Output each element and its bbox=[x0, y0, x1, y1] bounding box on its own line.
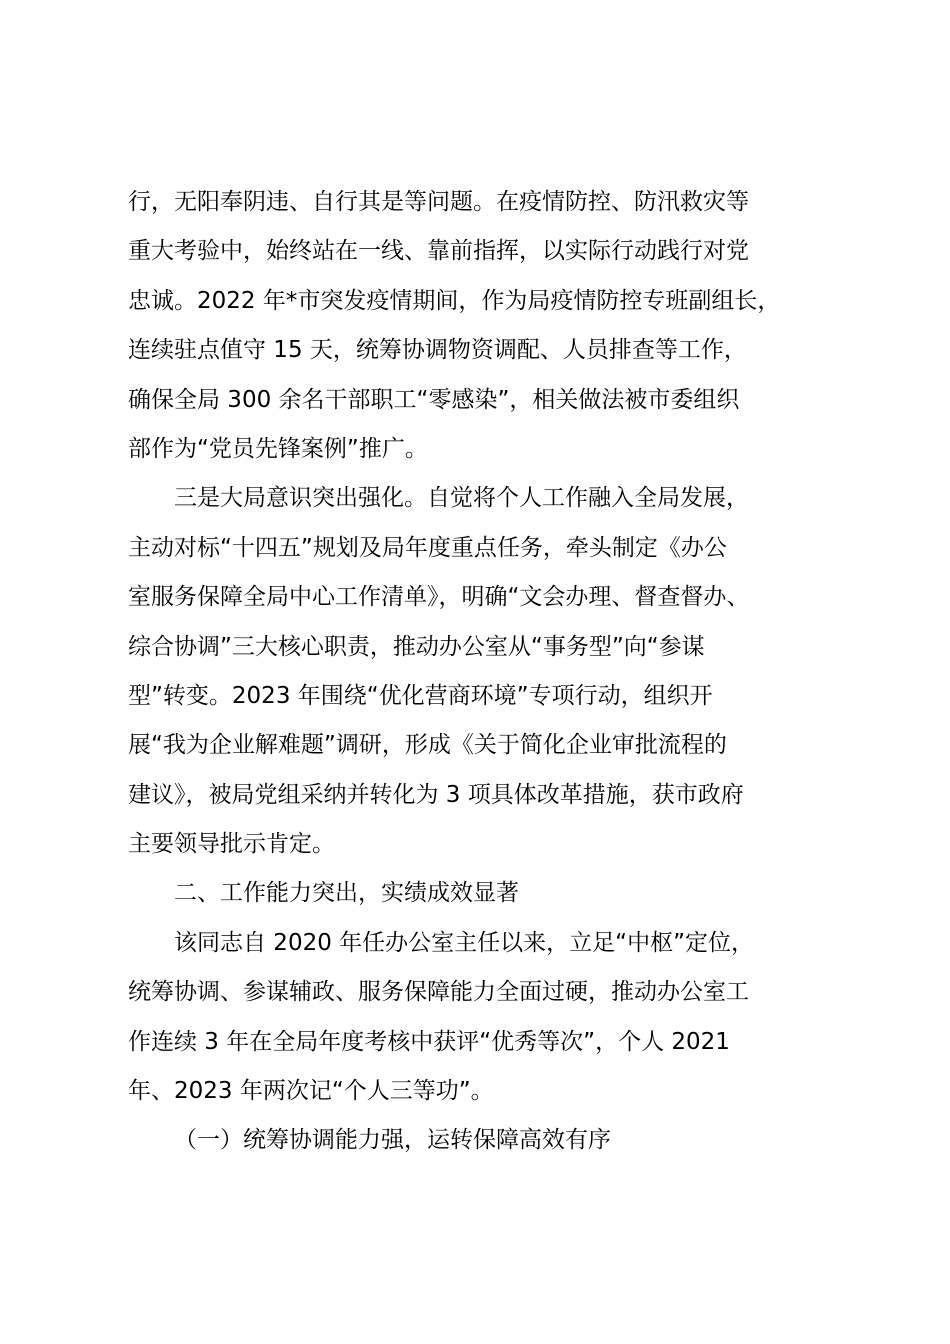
text-line-1: 行，无阳奉阴违、自行其是等问题。在疫情防控、防汛救灾等 bbox=[128, 189, 749, 215]
text-line-14: 主要领导批示肯定。 bbox=[128, 831, 335, 858]
subsection-heading: （一）统筹协调能力强，运转保障高效有序 bbox=[174, 1127, 611, 1154]
text-line-3: 忠诚。2022 年*市突发疫情期间，作为局疫情防控专班副组长， bbox=[128, 287, 781, 314]
text-line-7: 三是大局意识突出强化。自觉将个人工作融入全局发展， bbox=[174, 485, 749, 512]
text-line-12: 展“我为企业解难题”调研，形成《关于简化企业审批流程的 bbox=[128, 732, 727, 759]
text-line-11: 型”转变。2023 年围绕“优化营商环境”专项行动，组织开 bbox=[128, 682, 713, 709]
text-line-10: 综合协调”三大核心职责，推动办公室从“事务型”向“参谋 bbox=[128, 633, 705, 660]
text-line-8: 主动对标“十四五”规划及局年度重点任务，牵头制定《办公 bbox=[128, 534, 727, 561]
text-line-19: 年、2023 年两次记“个人三等功”。 bbox=[128, 1078, 494, 1105]
document-body bbox=[128, 178, 848, 1166]
text-line-18: 作连续 3 年在全局年度考核中获评“优秀等次”，个人 2021 bbox=[128, 1028, 730, 1055]
text-line-5: 确保全局 300 余名干部职工“零感染”，相关做法被市委组织 bbox=[128, 386, 740, 413]
text-line-2: 重大考验中，始终站在一线、靠前指挥，以实际行动践行对党 bbox=[128, 238, 749, 265]
section-heading: 二、工作能力突出，实绩成效显著 bbox=[174, 880, 519, 907]
text-line-13: 建议》，被局党组采纳并转化为 3 项具体改革措施，获市政府 bbox=[128, 781, 744, 808]
text-line-9: 室服务保障全局中心工作清单》，明确“文会办理、督查督办、 bbox=[128, 584, 750, 611]
text-line-4: 连续驻点值守 15 天，统筹协调物资调配、人员排查等工作， bbox=[128, 337, 747, 364]
text-line-16: 该同志自 2020 年任办公室主任以来，立足“中枢”定位， bbox=[174, 929, 754, 956]
text-line-17: 统筹协调、参谋辅政、服务保障能力全面过硬，推动办公室工 bbox=[128, 979, 749, 1006]
text-line-6: 部作为“党员先锋案例”推广。 bbox=[128, 435, 428, 462]
